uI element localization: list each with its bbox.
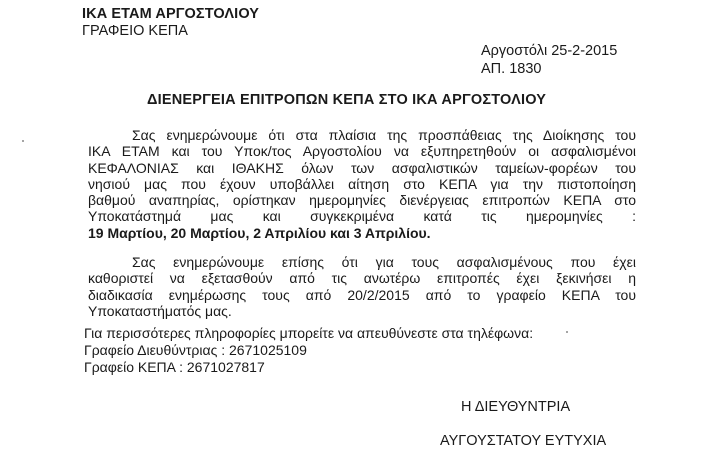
scan-speck: [566, 331, 568, 333]
paragraph-line: διαδικασία ενημέρωσης τους από 20/2/2015 από το γραφείο ΚΕΠΑ του: [88, 286, 636, 303]
signature-name: ΑΥΓΟΥΣΤΑΤΟΥ ΕΥΤΥΧΙΑ: [440, 433, 607, 449]
paragraph-line: Υποκαταστήματός μας.: [88, 302, 232, 319]
paragraph-line: καθοριστεί να εξετασθούν από τις ανωτέρω επιτροπές έχει ξεκινήσει η: [88, 270, 636, 287]
scan-speck: [22, 140, 24, 142]
paragraph-announcement: [88, 127, 636, 241]
paragraph-line: βαθμού αναπηρίας, ορίστηκαν ημερομηνίες διενέργειας επιτροπών ΚΕΠΑ στο: [88, 192, 636, 209]
committee-dates: 19 Μαρτίου, 20 Μαρτίου, 2 Απριλίου και 3 Απριλίου.: [88, 224, 431, 241]
paragraph-line: Σας ενημερώνουμε ότι στα πλαίσια της προσπάθειας της Διοίκησης του: [132, 127, 636, 143]
kepa-phone: Γραφείο ΚΕΠΑ : 2671027817: [84, 358, 265, 375]
paragraph-notification: [88, 254, 636, 319]
office-name: ΓΡΑΦΕΙΟ ΚΕΠΑ: [82, 23, 188, 39]
protocol-number: ΑΠ. 1830: [481, 61, 542, 77]
signature-title: Η ΔΙΕΥΘΥΝΤΡΙΑ: [461, 399, 571, 415]
contact-info: [84, 325, 533, 375]
document-subject: ΔΙΕΝΕΡΓΕΙΑ ΕΠΙΤΡΟΠΩΝ ΚΕΠΑ ΣΤΟ ΙΚΑ ΑΡΓΟΣΤΟΛΙΟΥ: [147, 92, 547, 108]
paragraph-line: Σας ενημερώνουμε επίσης ότι για τους ασφαλισμένους που έχει: [132, 254, 636, 270]
document-date: Αργοστόλι 25-2-2015: [481, 43, 618, 59]
paragraph-line: νησιού μας που έχουν υποβάλλει αίτηση στο ΚΕΠΑ για την πιστοποίηση: [88, 175, 636, 192]
director-phone: Γραφείο Διευθύντριας : 2671025109: [84, 341, 307, 358]
paragraph-line: ΙΚΑ ΕΤΑΜ και του Υποκ/τος Αργοστολίου να εξυπηρετηθούν οι ασφαλισμένοι: [88, 143, 636, 160]
contact-intro: Για περισσότερες πληροφορίες μπορείτε να απευθύνεστε στα τηλέφωνα:: [84, 325, 534, 341]
organization-name: ΙΚΑ ΕΤΑΜ ΑΡΓΟΣΤΟΛΙΟΥ: [82, 6, 260, 22]
paragraph-line: Υποκατάστημά μας και συγκεκριμένα κατά τις ημερομηνίες :: [88, 208, 636, 225]
paragraph-line: ΚΕΦΑΛΟΝΙΑΣ και ΙΘΑΚΗΣ όλων των ασφαλιστικών ταμείων-φορέων του: [88, 159, 636, 176]
